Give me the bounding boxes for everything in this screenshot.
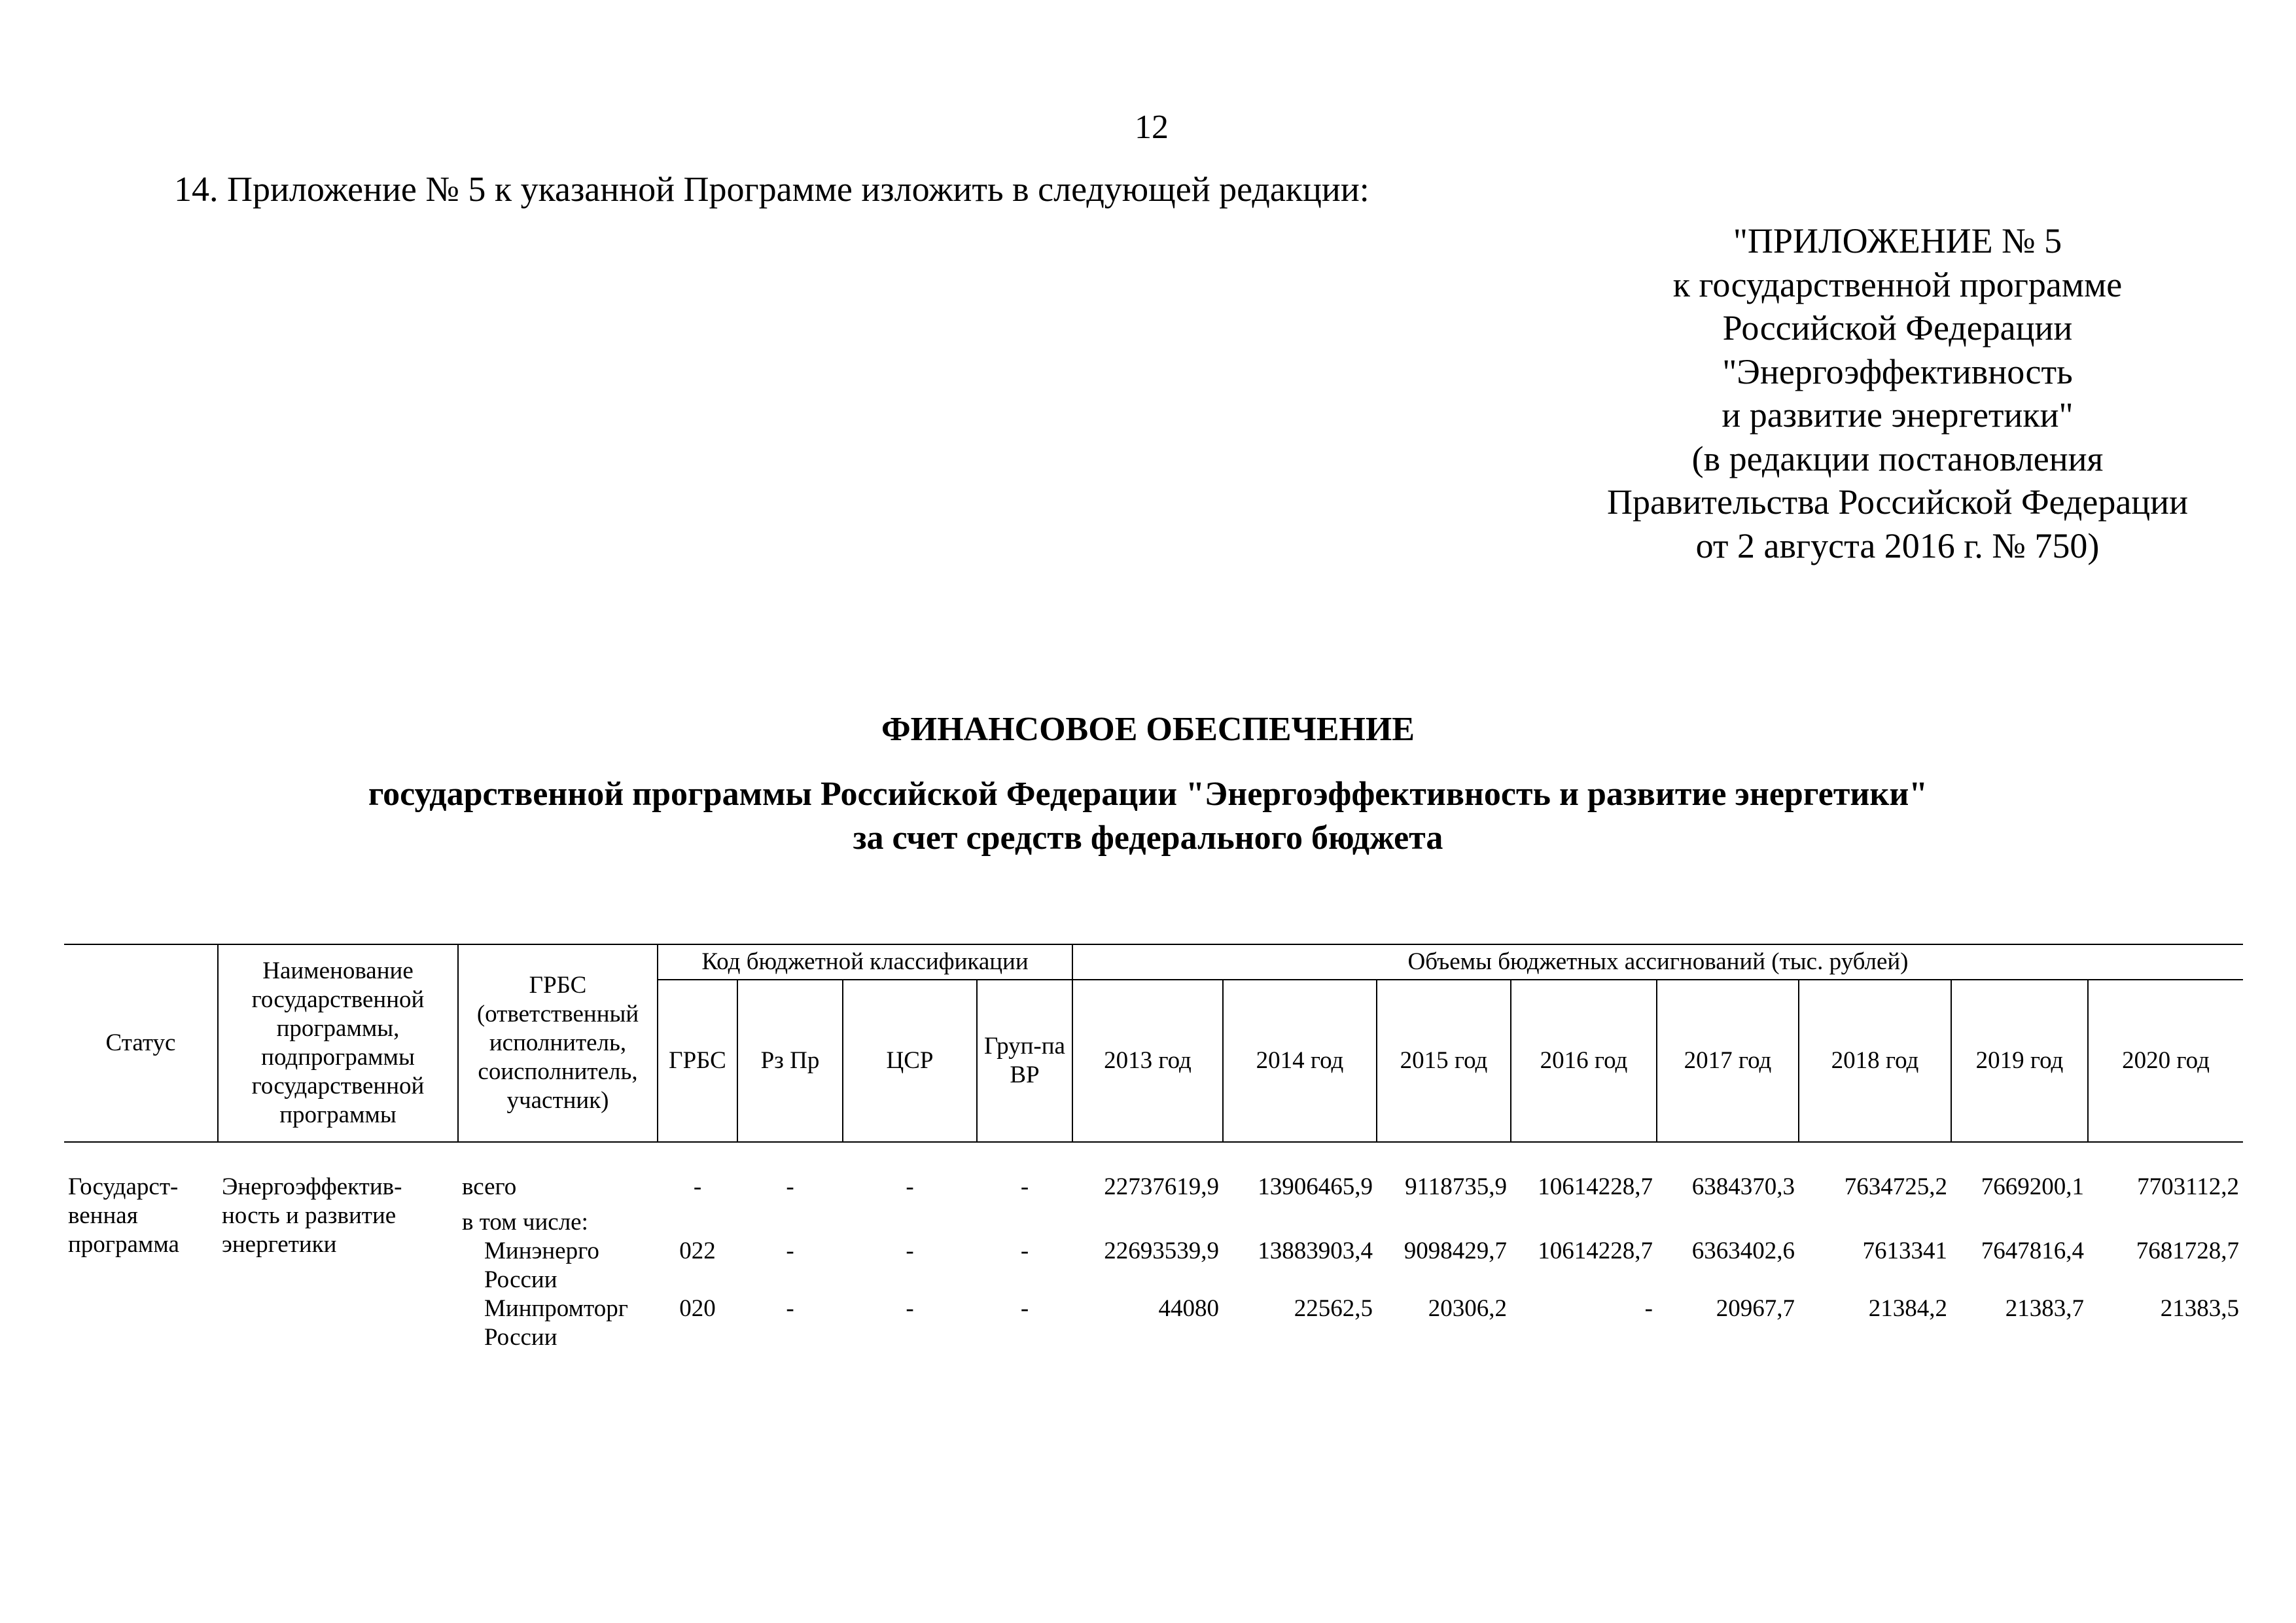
cell-value: 13906465,9 — [1258, 1173, 1373, 1200]
cell-grbs: 022 — [679, 1238, 716, 1264]
header-status: Статус — [64, 944, 218, 1142]
appendix-heading — [1505, 219, 2290, 567]
cell-value: 13883903,4 — [1258, 1238, 1373, 1264]
cell-rzpr: - — [786, 1173, 794, 1200]
cell-value: 7634725,2 — [1844, 1173, 1947, 1200]
cell-value: 7669200,1 — [1981, 1173, 2084, 1200]
cell-value: 10614228,7 — [1538, 1173, 1653, 1200]
header-vr: Груп-па ВР — [977, 980, 1072, 1142]
subtitle-line: за счет средств федерального бюджета — [853, 819, 1443, 857]
financing-table — [64, 944, 2243, 1352]
cell-csr: - — [906, 1173, 914, 1200]
header-year: 2017 год — [1657, 980, 1799, 1142]
header-budget-code: Код бюджетной классификации — [658, 944, 1072, 980]
appendix-line: от 2 августа 2016 г. № 750) — [1695, 526, 2100, 565]
cell-value: 6363402,6 — [1691, 1238, 1795, 1264]
header-year: 2019 год — [1951, 980, 2088, 1142]
cell-vr: - — [1020, 1295, 1029, 1322]
appendix-line: Правительства Российской Федерации — [1607, 482, 2188, 522]
intro-paragraph: 14. Приложение № 5 к указанной Программе изложить в следующей редакции: — [174, 169, 1369, 209]
cell-value: 21384,2 — [1868, 1295, 1947, 1322]
program-status: Государст-венная программа — [68, 1173, 179, 1258]
row-label: Минпромторг России — [484, 1295, 628, 1351]
cell-value: 21383,7 — [2005, 1295, 2084, 1322]
appendix-line: "Энергоэффективность — [1722, 351, 2073, 391]
cell-value: 9118735,9 — [1405, 1173, 1507, 1200]
cell-value: 22562,5 — [1294, 1295, 1373, 1322]
cell-rzpr: - — [786, 1238, 794, 1264]
cell-vr: - — [1020, 1173, 1029, 1200]
header-grbs-responsible: ГРБС (ответственный исполнитель, соисполнитель, участник) — [458, 944, 658, 1142]
header-year: 2020 год — [2088, 980, 2243, 1142]
cell-grbs: - — [693, 1173, 702, 1200]
cell-grbs: 020 — [679, 1295, 716, 1322]
appendix-line: к государственной программе — [1672, 264, 2123, 304]
cell-value: 20306,2 — [1428, 1295, 1507, 1322]
cell-value: 10614228,7 — [1538, 1238, 1653, 1264]
header-year: 2016 год — [1511, 980, 1657, 1142]
cell-csr: - — [906, 1295, 914, 1322]
cell-value: - — [1644, 1295, 1653, 1322]
document-subtitle — [0, 772, 2296, 860]
cell-value: 7681728,7 — [2136, 1238, 2240, 1264]
appendix-line: и развитие энергетики" — [1722, 395, 2074, 435]
cell-value: 22737619,9 — [1104, 1173, 1219, 1200]
header-volumes: Объемы бюджетных ассигнований (тыс. рублей) — [1072, 944, 2243, 980]
cell-value: 21383,5 — [2160, 1295, 2240, 1322]
including-label: в том числе: — [462, 1209, 588, 1236]
header-year: 2014 год — [1223, 980, 1377, 1142]
header-year: 2018 год — [1799, 980, 1951, 1142]
cell-value: 44080 — [1158, 1295, 1219, 1322]
header-rzpr: Рз Пр — [737, 980, 843, 1142]
cell-value: 22693539,9 — [1104, 1238, 1219, 1264]
header-year: 2013 год — [1072, 980, 1223, 1142]
header-year: 2015 год — [1377, 980, 1511, 1142]
appendix-line: Российской Федерации — [1722, 308, 2073, 348]
cell-value: 9098429,7 — [1404, 1238, 1507, 1264]
cell-rzpr: - — [786, 1295, 794, 1322]
cell-value: 7613341 — [1862, 1238, 1947, 1264]
cell-csr: - — [906, 1238, 914, 1264]
cell-value: 20967,7 — [1716, 1295, 1795, 1322]
page-number: 12 — [1135, 109, 1169, 146]
row-label: всего — [462, 1173, 517, 1200]
header-grbs: ГРБС — [658, 980, 737, 1142]
document-title: ФИНАНСОВОЕ ОБЕСПЕЧЕНИЕ — [881, 711, 1415, 748]
appendix-line: "ПРИЛОЖЕНИЕ № 5 — [1733, 221, 2062, 260]
cell-vr: - — [1020, 1238, 1029, 1264]
table-row-total — [64, 1173, 2243, 1202]
row-label: Минэнерго России — [484, 1238, 599, 1293]
cell-value: 6384370,3 — [1691, 1173, 1795, 1200]
subtitle-line: государственной программы Российской Федерации "Энергоэффективность и развитие энергетики" — [368, 776, 1928, 813]
header-program-name: Наименование государственной программы, подпрограммы государственной программы — [218, 944, 458, 1142]
program-name: Энергоэффектив-ность и развитие энергетики — [222, 1173, 402, 1258]
cell-value: 7703112,2 — [2137, 1173, 2240, 1200]
appendix-line: (в редакции постановления — [1691, 438, 2104, 478]
cell-value: 7647816,4 — [1981, 1238, 2084, 1264]
header-csr: ЦСР — [843, 980, 977, 1142]
